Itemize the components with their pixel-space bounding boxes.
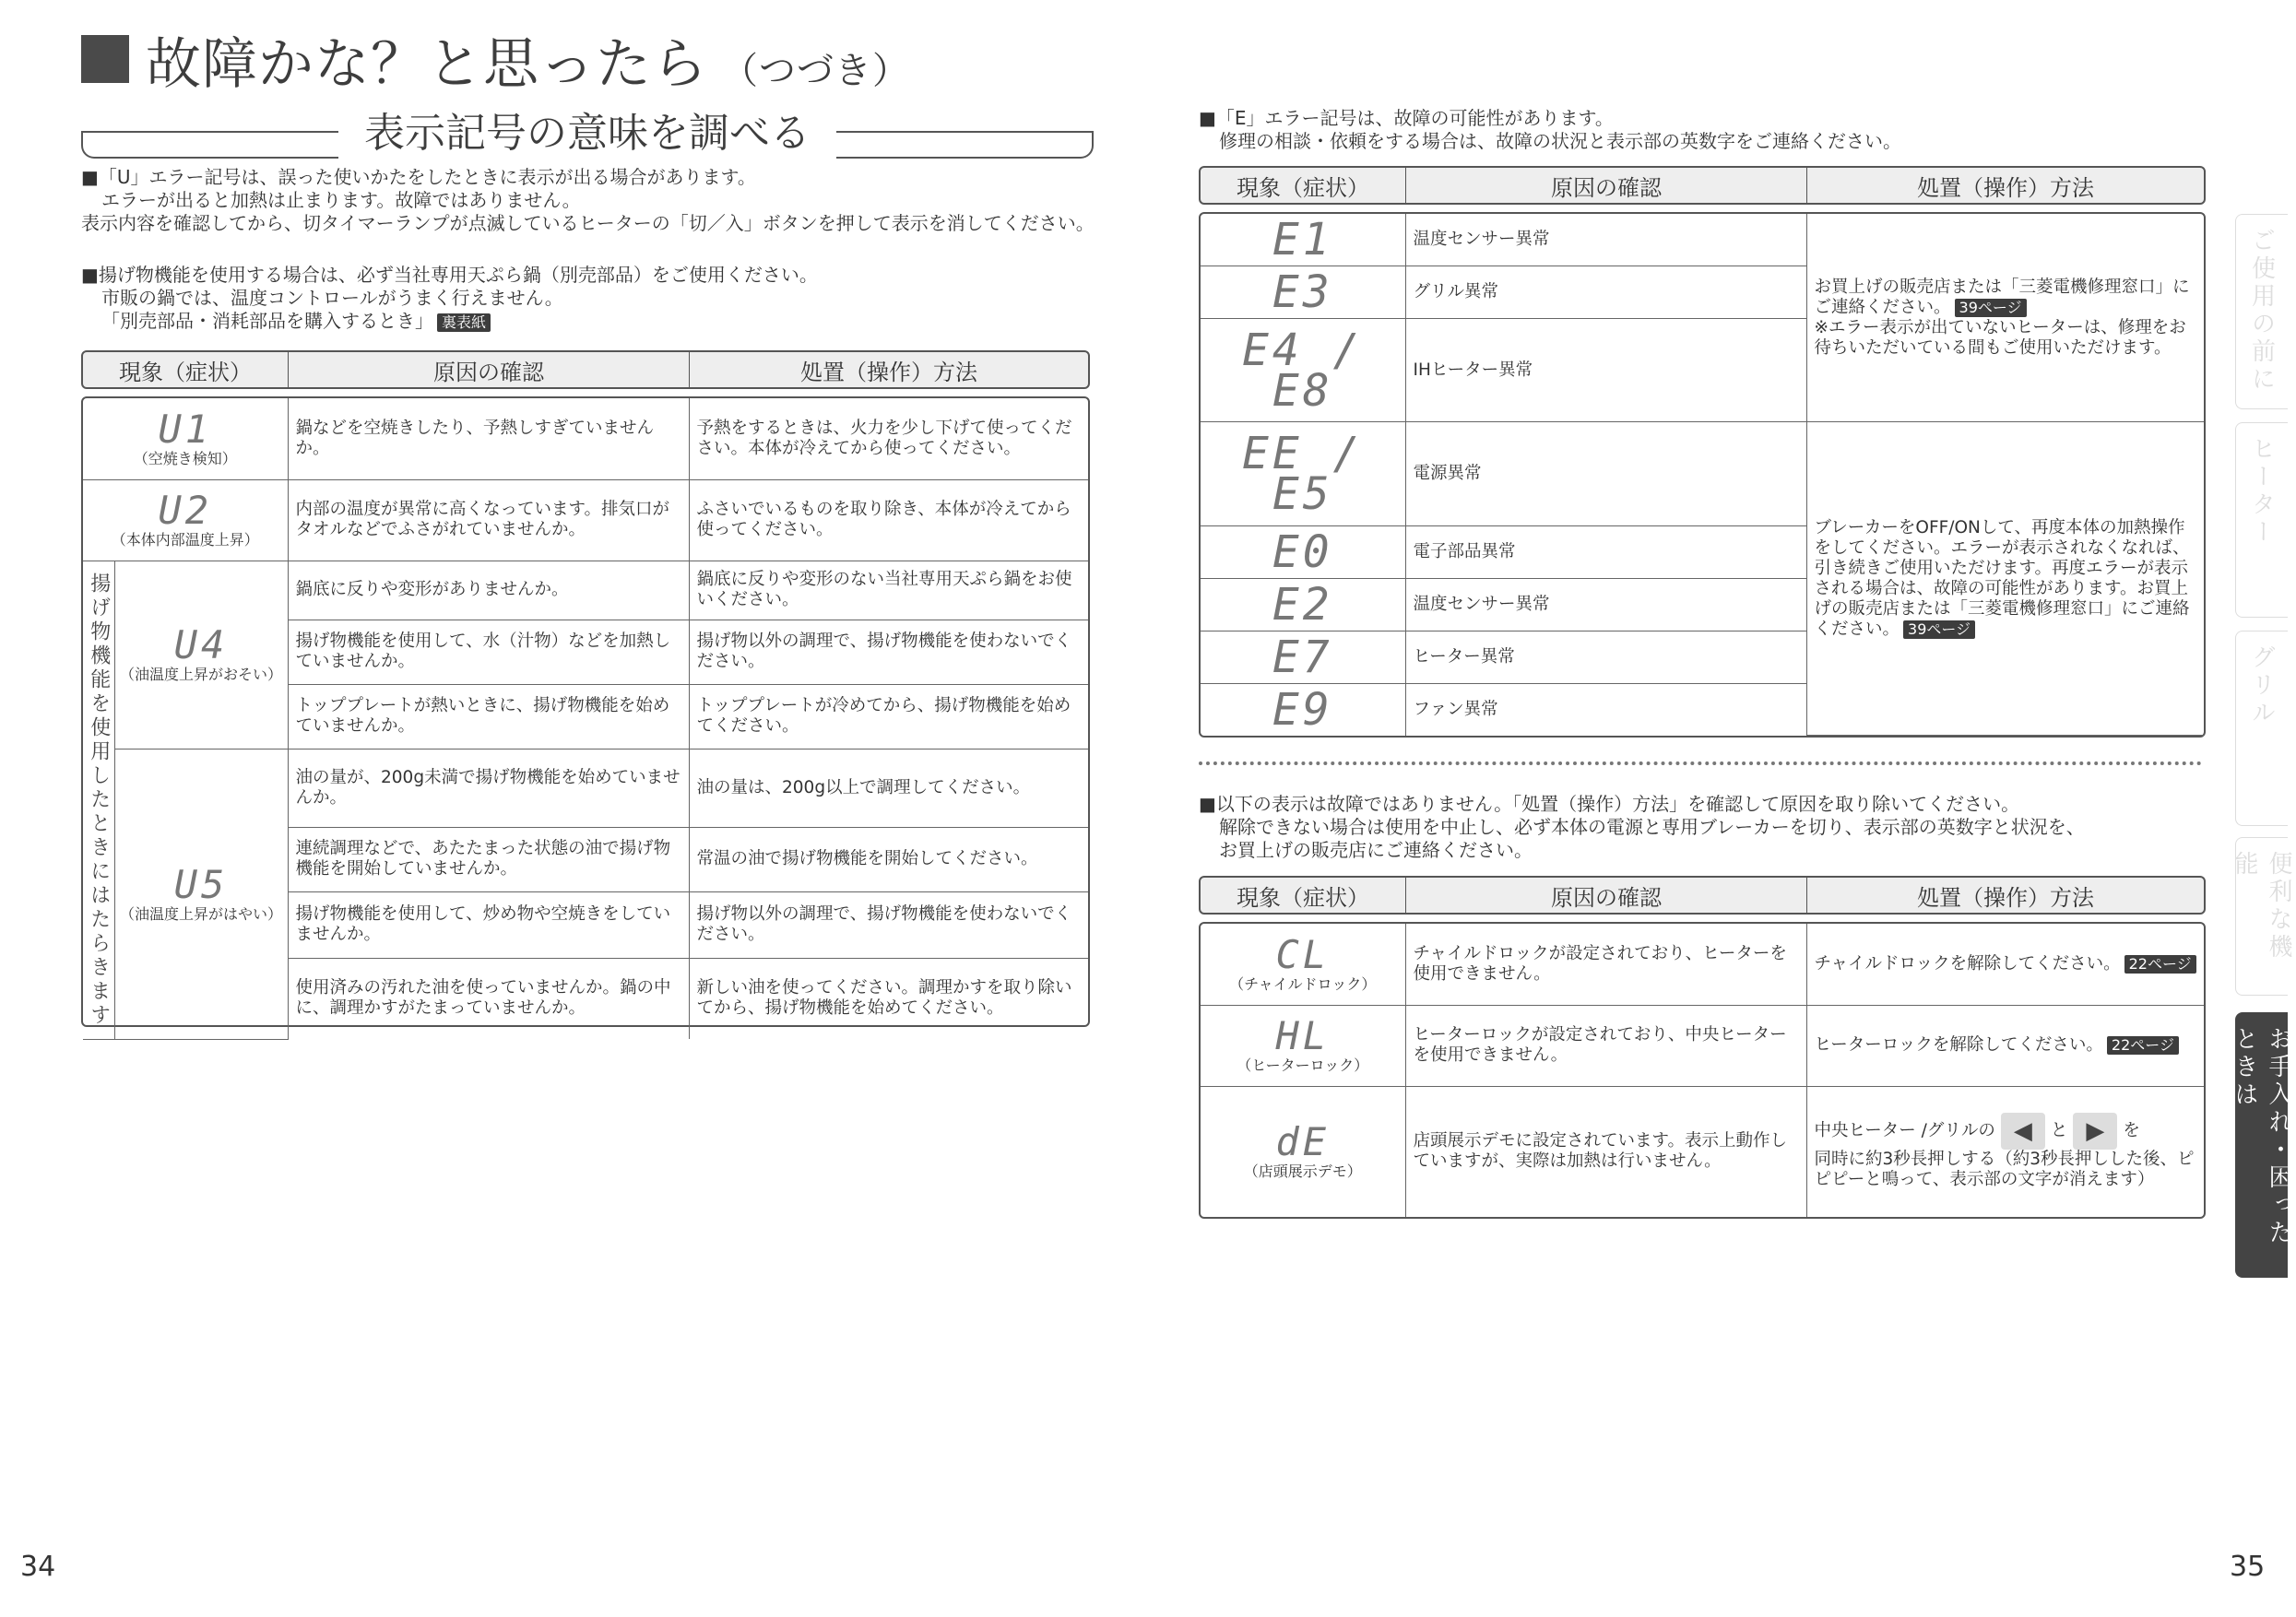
tab-convenient[interactable]: 便利な機能 <box>2235 837 2288 996</box>
table-row: トッププレートが熱いときに、揚げ物機能を始めていませんか。 トッププレートが冷めてから、揚げ物機能を始めてください。 <box>83 684 1088 749</box>
table-row: HL （ヒーターロック） ヒーターロックが設定されており、中央ヒーターを使用できません。 ヒーターロックを解除してください。 22ページ <box>1201 1005 2204 1086</box>
tab-grill[interactable]: グリル <box>2235 631 2288 826</box>
page-title: 故障かな？と思ったら （つづき） <box>146 32 910 97</box>
tab-care-trouble[interactable]: お手入れ・困ったときは <box>2235 1012 2288 1278</box>
left-button-icon: ◀ <box>2001 1113 2045 1150</box>
ref-page-39[interactable]: 39ページ <box>1903 620 1975 639</box>
dotted-divider <box>1199 761 2202 765</box>
tab-before-use[interactable]: ご使用の前に <box>2235 214 2288 409</box>
u-error-notes: ■「U」エラー記号は、誤った使いかたをしたときに表示が出る場合があります。 エラーが出ると加熱は止まります。故障ではありません。 表示内容を確認してから、切タイマーランプが点滅しているヒーターの「切／入」ボタンを押して表示を消してください。 <box>81 166 1095 234</box>
title-marker <box>81 35 129 83</box>
table-row: 連続調理などで、あたたまった状態の油で揚げ物機能を開始していませんか。 常温の油で揚げ物機能を開始してください。 <box>83 827 1088 891</box>
ref-page-22[interactable]: 22ページ <box>2124 955 2196 974</box>
e-error-notes: ■「E」エラー記号は、故障の可能性があります。 修理の相談・依頼をする場合は、故障の状況と表示部の英数字をご連絡ください。 <box>1199 107 1901 152</box>
table-row: EE / E5 電源異常 ブレーカーをOFF/ONして、再度本体の加熱操作をしてください。エラーが表示されなくなれば、引き続きご使用いただけます。再度エラーが表示される場合は、故障の可能性があります。お買上げの販売店または「三菱電機修理窓口」にご連絡ください。 39ページ <box>1201 422 2204 526</box>
e-action-contact: お買上げの販売店または「三菱電機修理窓口」にご連絡ください。 39ページ ※エラー表示が出ていないヒーターは、修理をお待ちいただいている間もご使用いただけます。 <box>1806 214 2204 422</box>
table-row: CL （チャイルドロック） チャイルドロックが設定されており、ヒーターを使用できません。 チャイルドロックを解除してください。 22ページ <box>1201 924 2204 1005</box>
tab-heater[interactable]: ヒーター <box>2235 422 2288 618</box>
e-action-breaker: ブレーカーをOFF/ONして、再度本体の加熱操作をしてください。エラーが表示されなくなれば、引き続きご使用いただけます。再度エラーが表示される場合は、故障の可能性があります。お買上げの販売店または「三菱電機修理窓口」にご連絡ください。 39ページ <box>1806 422 2204 736</box>
table-row: E1 温度センサー異常 お買上げの販売店または「三菱電機修理窓口」にご連絡ください。 39ページ ※エラー表示が出ていないヒーターは、修理をお待ちいただいている間もご使用いただけます。 <box>1201 214 2204 266</box>
page-number-right: 35 <box>2230 1551 2266 1583</box>
x-table-header: 現象（症状） 原因の確認 処置（操作）方法 <box>1199 876 2206 915</box>
table-row: 揚げ物機能を使用して、水（汁物）などを加熱していませんか。 揚げ物以外の調理で、揚げ物機能を使わないでください。 <box>83 620 1088 684</box>
table-row: E9 ファン異常 <box>1201 683 2204 735</box>
e-error-table <box>1199 212 2206 738</box>
table-row: U5 （油温度上昇がはやい） 油の量が、200g未満で揚げ物機能を始めていませんか。 油の量は、200g以上で調理してください。 <box>83 749 1088 827</box>
fry-notes: ■揚げ物機能を使用する場合は、必ず当社専用天ぷら鍋（別売部品）をご使用ください。 市販の鍋では、温度コントロールがうまく行えません。 「別売部品・消耗部品を購入するとき」 裏表紙 <box>81 264 818 332</box>
ref-page-22[interactable]: 22ページ <box>2107 1036 2179 1055</box>
table-row: U2 （本体内部温度上昇） 内部の温度が異常に高くなっています。排気口がタオルなどでふさがれていませんか。 ふさいでいるものを取り除き、本体が冷えてから使ってください。 <box>83 479 1088 561</box>
table-row: E3 グリル異常 <box>1201 266 2204 318</box>
non-fault-table <box>1199 922 2206 1219</box>
fry-group-label: 揚げ物機能を使用したときにはたらきます <box>83 561 114 1039</box>
e-table-header: 現象（症状） 原因の確認 処置（操作）方法 <box>1199 166 2206 205</box>
u-error-table <box>81 396 1090 1027</box>
u-table-header: 現象（症状） 原因の確認 処置（操作）方法 <box>81 350 1090 389</box>
table-row: 使用済みの汚れた油を使っていませんか。鍋の中に、調理かすがたまっていませんか。 新しい油を使ってください。調理かすを取り除いてから、揚げ物機能を始めてください。 <box>83 958 1088 1039</box>
table-row: E0 電子部品異常 <box>1201 525 2204 578</box>
table-row: 揚げ物機能を使用して、炒め物や空焼きをしていませんか。 揚げ物以外の調理で、揚げ物機能を使わないでください。 <box>83 891 1088 958</box>
table-row: E2 温度センサー異常 <box>1201 578 2204 631</box>
table-row: U1 （空焼き検知） 鍋などを空焼きしたり、予熱しすぎていませんか。 予熱をするときは、火力を少し下げて使ってください。本体が冷えてから使ってください。 <box>83 398 1088 479</box>
ref-page-39[interactable]: 39ページ <box>1955 299 2027 317</box>
right-button-icon: ▶ <box>2073 1113 2117 1150</box>
table-row: E7 ヒーター異常 <box>1201 631 2204 683</box>
table-row: E4 / E8 IHヒーター異常 <box>1201 318 2204 422</box>
section-subtitle-frame <box>81 110 1094 159</box>
non-fault-notes: ■以下の表示は故障ではありません。「処置（操作）方法」を確認して原因を取り除いてください。 解除できない場合は使用を中止し、必ず本体の電源と専用ブレーカーを切り、表示部の英数字と状況を、 お買上げの販売店にご連絡ください。 <box>1199 793 2085 861</box>
section-subtitle: 表示記号の意味を調べる <box>338 100 836 159</box>
table-row: 揚げ物機能を使用したときにはたらきます U4 （油温度上昇がおそい） 鍋底に反りや変形がありませんか。 鍋底に反りや変形のない当社専用天ぷら鍋をお使いください。 <box>83 561 1088 620</box>
page-number-left: 34 <box>20 1551 56 1583</box>
ref-back-cover[interactable]: 裏表紙 <box>437 313 491 332</box>
table-row: dE （店頭展示デモ） 店頭展示デモに設定されています。表示上動作していますが、実際は加熱は行いません。 中央ヒーター /グリルの ◀ と ▶ を 同時に約3秒長押しする（約3秒長押しした後、ピピピーと鳴って、表示部の文字が消えます） <box>1201 1086 2204 1217</box>
